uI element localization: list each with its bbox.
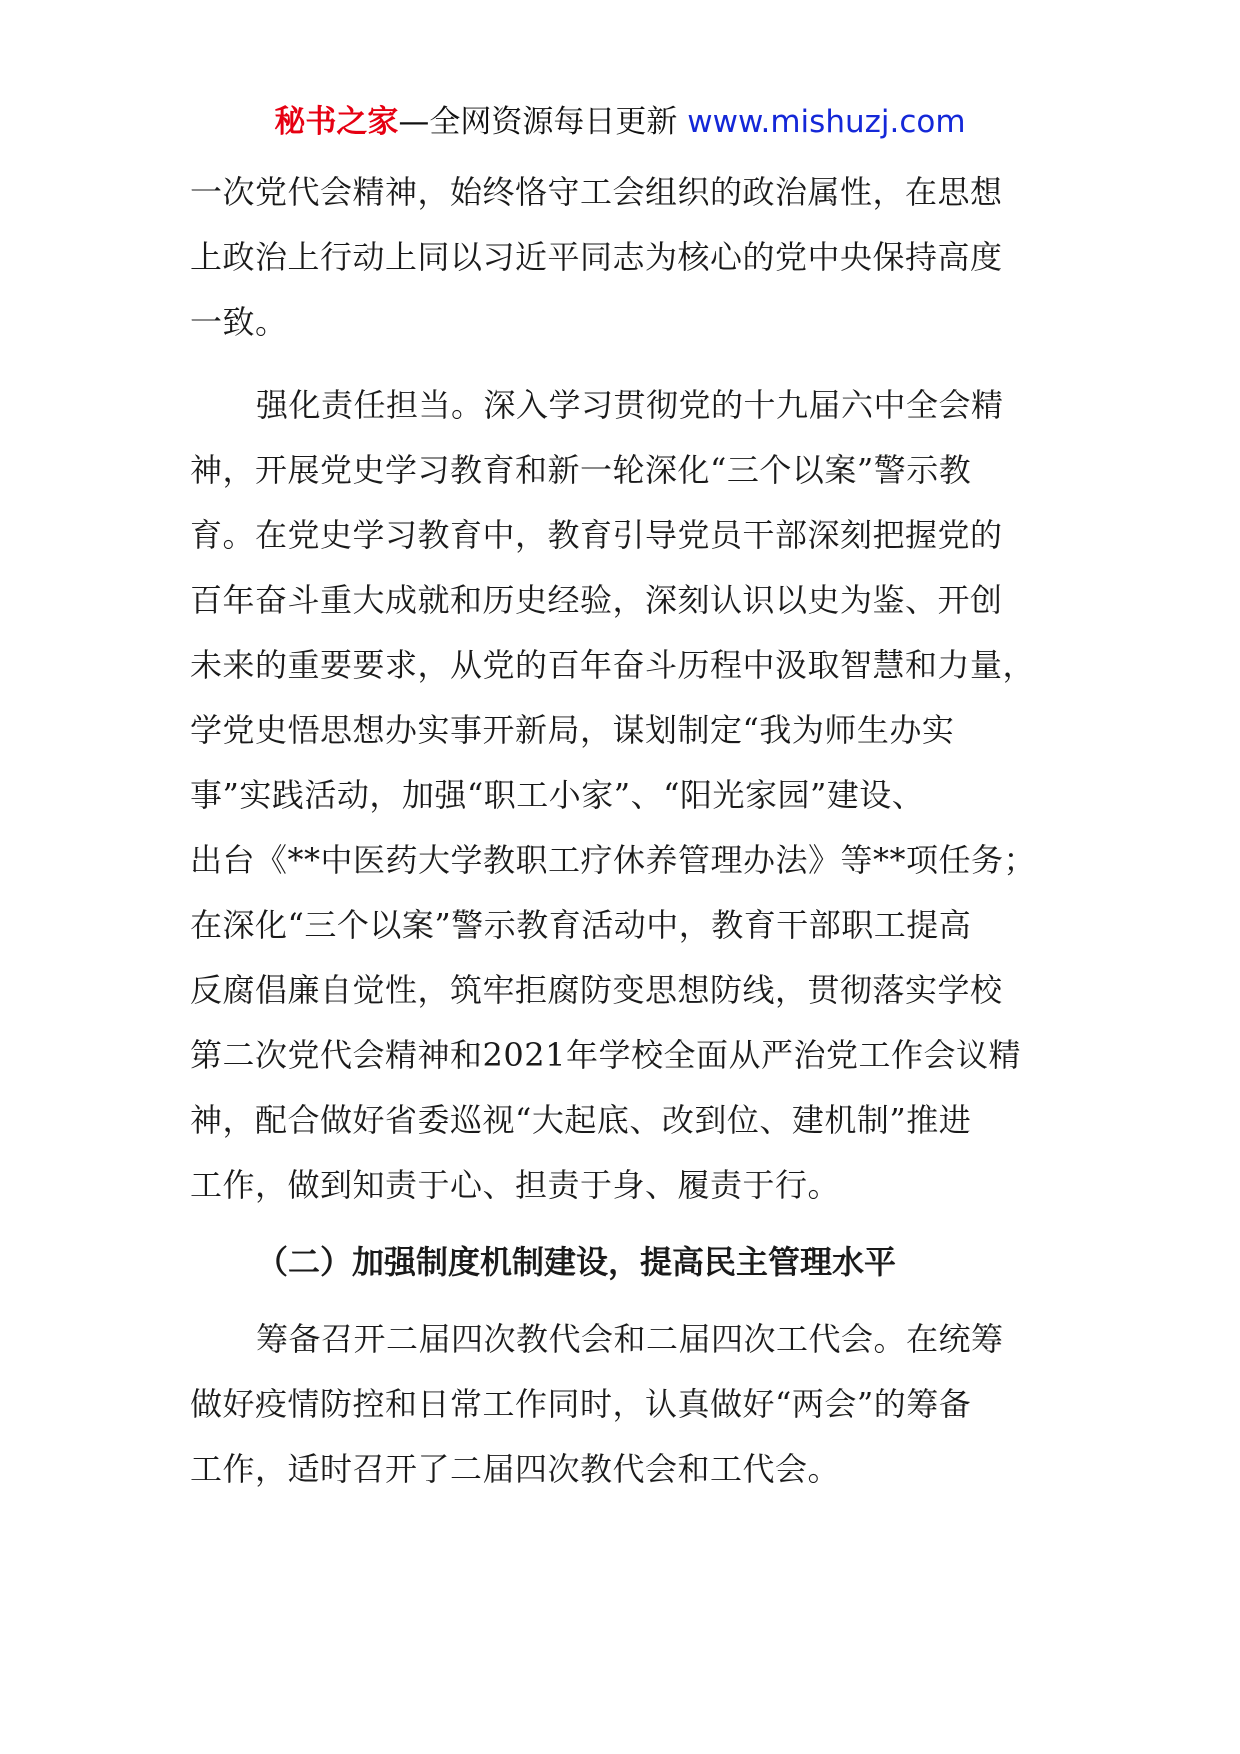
document-body: [190, 160, 1050, 1502]
text-line: 强化责任担当。深入学习贯彻党的十九届六中全会精: [256, 386, 1004, 424]
text-line: 第二次党代会精神和2021年学校全面从严治党工作会议精: [190, 1036, 1021, 1074]
section-heading: （二）加强制度机制建设，提高民主管理水平: [256, 1243, 897, 1281]
site-header: [0, 100, 1240, 144]
text-line: 做好疫情防控和日常工作同时，认真做好“两会”的筹备: [190, 1385, 972, 1423]
text-line: 事”实践活动，加强“职工小家”、“阳光家园”建设、: [190, 776, 925, 814]
text-line: 学党史悟思想办实事开新局，谋划制定“我为师生办实: [190, 711, 955, 749]
text-line: 神，配合做好省委巡视“大起底、改到位、建机制”推进: [190, 1101, 972, 1139]
text-line: 上政治上行动上同以习近平同志为核心的党中央保持高度: [190, 238, 1003, 276]
text-line: 神，开展党史学习教育和新一轮深化“三个以案”警示教: [190, 451, 972, 489]
text-line: 一次党代会精神，始终恪守工会组织的政治属性，在思想: [190, 173, 1003, 211]
text-line: 一致。: [190, 303, 288, 341]
text-line: 工作，适时召开了二届四次教代会和工代会。: [190, 1450, 841, 1488]
text-line: 工作，做到知责于心、担责于身、履责于行。: [190, 1166, 841, 1204]
text-line: 反腐倡廉自觉性，筑牢拒腐防变思想防线，贯彻落实学校: [190, 971, 1003, 1009]
text-line: 筹备召开二届四次教代会和二届四次工代会。在统筹: [256, 1320, 1004, 1358]
header-tagline: —全网资源每日更新: [398, 104, 688, 140]
text-line: 育。在党史学习教育中，教育引导党员干部深刻把握党的: [190, 516, 1003, 554]
text-line: 出台《**中医药大学教职工疗休养管理办法》等**项任务；: [190, 841, 1037, 879]
paragraph-responsibility: [190, 373, 1050, 1218]
text-line: 在深化“三个以案”警示教育活动中，教育干部职工提高: [190, 906, 972, 944]
text-line: 未来的重要要求，从党的百年奋斗历程中汲取智慧和力量，: [190, 646, 1036, 684]
text-line: 百年奋斗重大成就和历史经验，深刻认识以史为鉴、开创: [190, 581, 1003, 619]
paragraph-continuation: [190, 160, 1050, 355]
paragraph-congress: [190, 1307, 1050, 1502]
brand-name: 秘书之家: [274, 104, 399, 140]
site-url-link[interactable]: www.mishuzj.com: [687, 104, 966, 140]
